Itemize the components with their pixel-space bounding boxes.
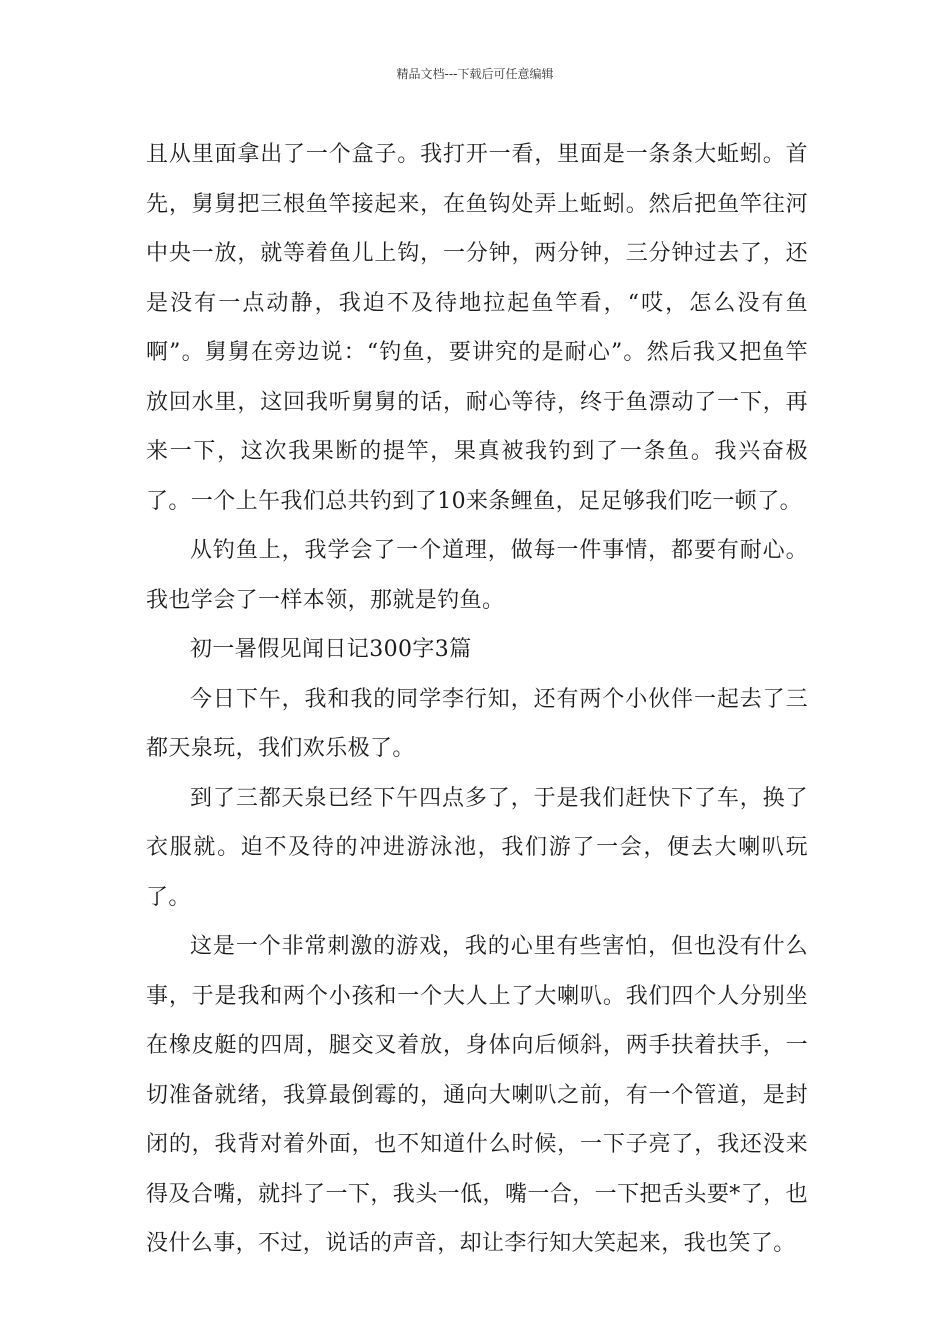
paragraph-fishing-lesson: 从钓鱼上，我学会了一个道理，做每一件事情，都要有耐心。我也学会了一样本领，那就是钓鱼。	[146, 538, 808, 613]
document-body	[146, 130, 808, 1269]
paragraph-trip-intro: 今日下午，我和我的同学李行知，还有两个小伙伴一起去了三都天泉玩，我们欢乐极了。	[146, 686, 808, 761]
paragraph-fishing-story: 且从里面拿出了一个盒子。我打开一看，里面是一条条大蚯蚓。首先，舅舅把三根鱼竿接起来，在鱼钩处弄上蚯蚓。然后把鱼竿往河中央一放，就等着鱼儿上钩，一分钟，两分钟，三分钟过去了，还是没有一点动静，我迫不及待地拉起鱼竿看，“哎，怎么没有鱼啊”。舅舅在旁边说：“钓鱼，要讲究的是耐心”。然后我又把鱼竿放回水里，这回我听舅舅的话，耐心等待，终于鱼漂动了一下，再来一下，这次我果断的提竿，果真被我钓到了一条鱼。我兴奋极了。一个上午我们总共钓到了10来条鲤鱼，足足够我们吃一顿了。	[146, 142, 808, 514]
section-title: 初一暑假见闻日记300字3篇	[190, 637, 472, 662]
paragraph-water-slide: 这是一个非常刺激的游戏，我的心里有些害怕，但也没有什么事，于是我和两个小孩和一个大人上了大喇叭。我们四个人分别坐在橡皮艇的四周，腿交叉着放，身体向后倾斜，两手扶着扶手，一切准备就绪，我算最倒霉的，通向大喇叭之前，有一个管道，是封闭的，我背对着外面，也不知道什么时候，一下子亮了，我还没来得及合嘴，就抖了一下，我头一低，嘴一合，一下把舌头要*了，也没什么事，不过，说话的声音，却让李行知大笑起来，我也笑了。	[146, 934, 808, 1256]
page-header: 精品文档---下载后可任意编辑	[396, 67, 554, 81]
paragraph-arrival: 到了三都天泉已经下午四点多了，于是我们赶快下了车，换了衣服就。迫不及待的冲进游泳池，我们游了一会，便去大喇叭玩了。	[146, 785, 808, 910]
